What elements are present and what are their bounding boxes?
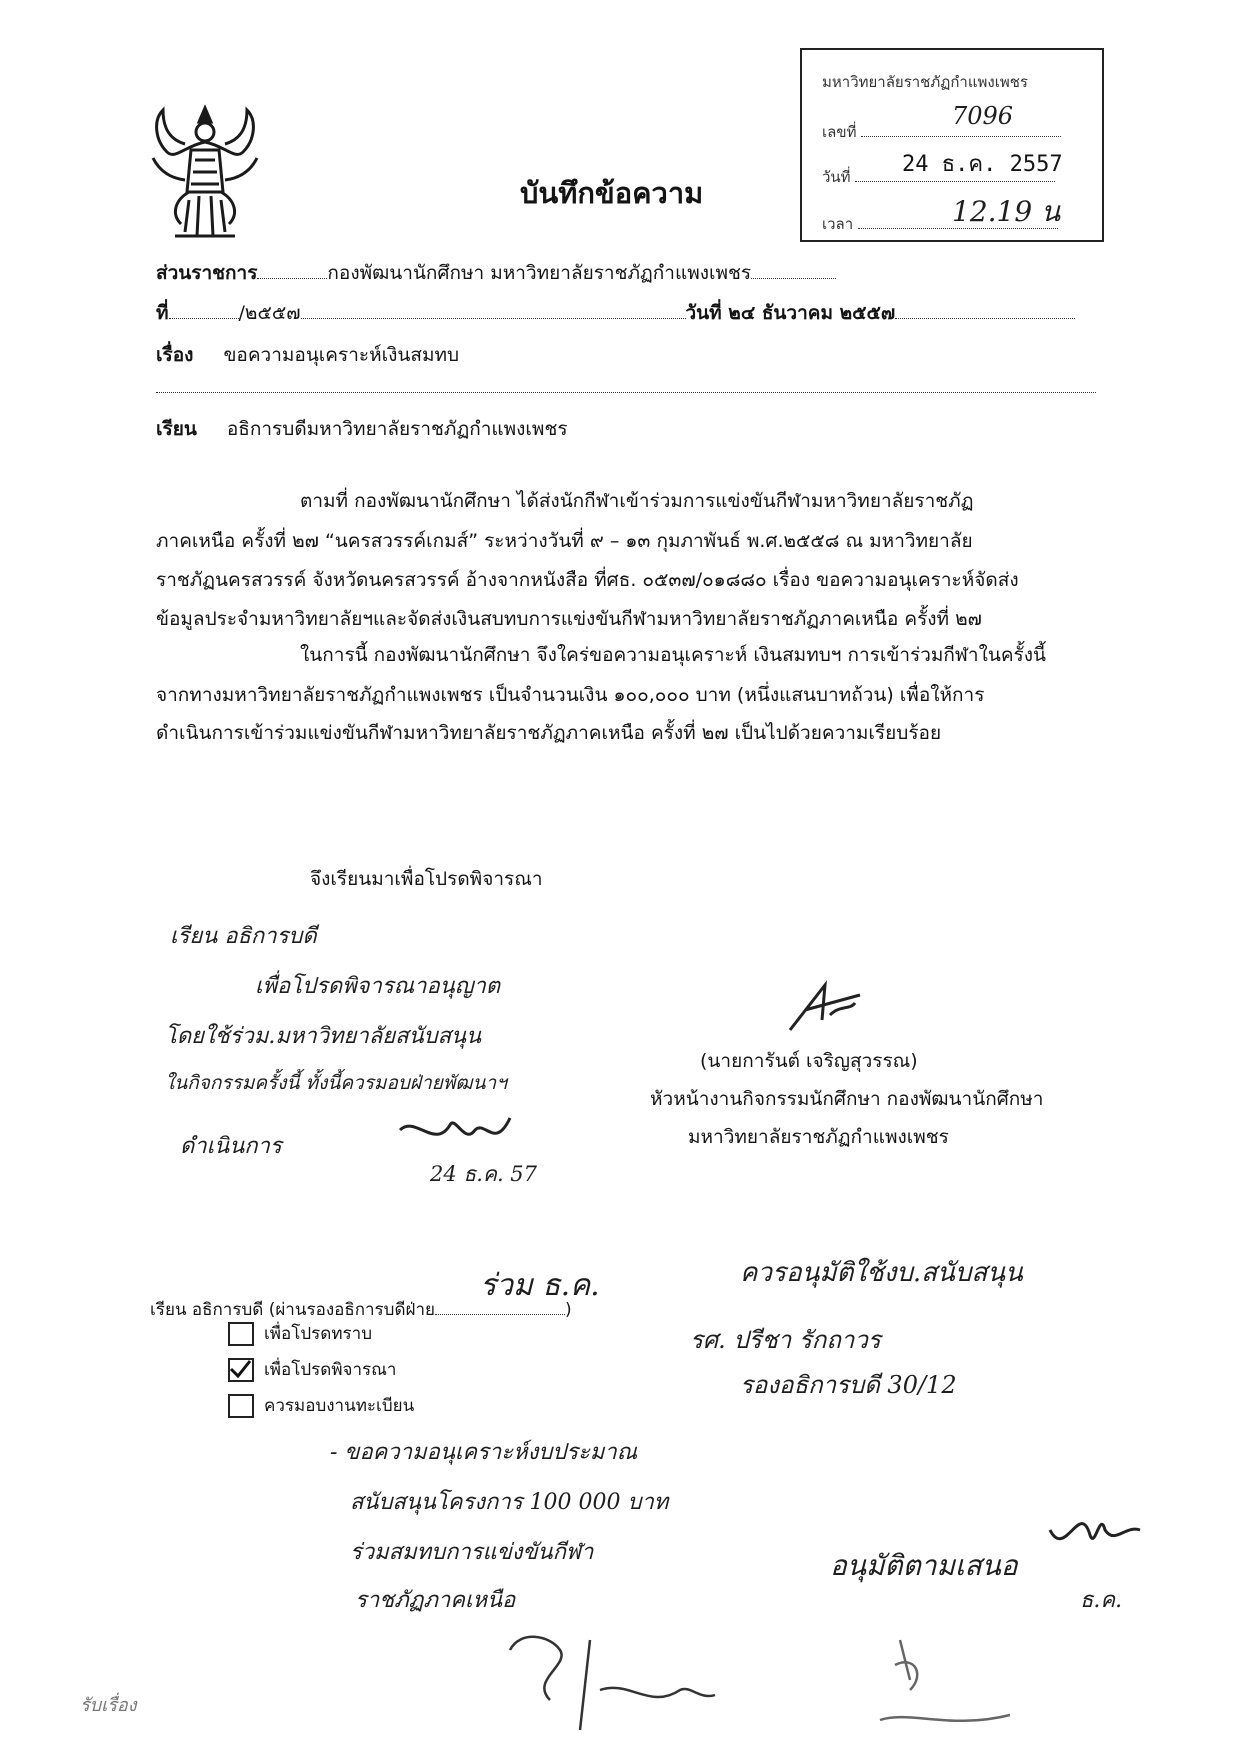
stamp-time-label: เวลา	[822, 215, 854, 233]
para2-line2: จากทางมหาวิทยาลัยราชภัฏกำแพงเพชร เป็นจำนวนเงิน ๑๐๐,๐๐๐ บาท (หนึ่งแสนบาทถ้วน) เพื่อให้การ	[156, 684, 985, 706]
bottom-signature-right	[870, 1620, 1030, 1740]
checkbox-inform[interactable]	[228, 1322, 254, 1346]
signatory-name: (นายการันต์ เจริญสุวรรณ)	[700, 1050, 918, 1072]
hw-note1-line4: ในกิจกรรมครั้งนี้ ทั้งนี้ควรมอบฝ่ายพัฒนาฯ	[165, 1072, 507, 1094]
stamp-no-label: เลขที่	[822, 123, 857, 141]
hw-note2-line2: รศ. ปรีชา รักถาวร	[690, 1326, 881, 1354]
hw-note3-line3: ร่วมสมทบการแข่งขันกีฬา	[350, 1540, 594, 1565]
ref-label: ที่	[156, 302, 169, 324]
hw-note3-line2: สนับสนุนโครงการ 100 000 บาท	[350, 1490, 669, 1515]
agency-value: กองพัฒนานักศึกษา มหาวิทยาลัยราชภัฏกำแพงเพชร	[327, 262, 752, 284]
hw-note1-line5: ดำเนินการ	[180, 1134, 282, 1159]
approval-note: ธ.ค.	[1080, 1588, 1123, 1613]
hw-note2-line1: ควรอนุมัติใช้งบ.สนับสนุน	[740, 1258, 1023, 1288]
para2-line1: ในการนี้ กองพัฒนานักศึกษา จึงใคร่ขอความอนุเคราะห์ เงินสมทบฯ การเข้าร่วมกีฬาในครั้งนี้	[300, 644, 1047, 666]
subject-row	[156, 340, 459, 370]
hw-note3-line4: ราชภัฏภาคเหนือ	[355, 1588, 516, 1613]
hw-note1-line3: โดยใช้ร่วม.มหาวิทยาลัยสนับสนุน	[165, 1024, 482, 1049]
para2-line3: ดำเนินการเข้าร่วมแข่งขันกีฬามหาวิทยาลัยราชภัฏภาคเหนือ ครั้งที่ ๒๗ เป็นไปด้วยความเรียบร้อย	[156, 722, 942, 744]
stamp-time-value: 12.19 น	[952, 195, 1061, 228]
routing-initials: ร่วม ธ.ค.	[480, 1268, 600, 1303]
approval-text: อนุมัติตามเสนอ	[830, 1549, 1018, 1582]
to-value: อธิการบดีมหาวิทยาลัยราชภัฏกำแพงเพชร	[226, 418, 568, 440]
subject-continuation-line	[156, 392, 1096, 393]
corner-stamp-text: รับเรื่อง	[80, 1695, 137, 1716]
ref-value: /๒๕๕๗	[238, 302, 301, 324]
date-text: วันที่ ๒๔ ธันวาคม ๒๕๕๗	[685, 302, 896, 324]
memo-title: บันทึกข้อความ	[520, 176, 704, 210]
checkbox-consider-checked[interactable]	[228, 1358, 254, 1382]
routing-option-2[interactable]	[228, 1356, 396, 1383]
signatory-position: หัวหน้างานกิจกรรมนักศึกษา กองพัฒนานักศึกษา	[650, 1088, 1044, 1110]
signatory-signature	[780, 975, 870, 1040]
stamp-date-label: วันที่	[822, 168, 851, 186]
closing-line: จึงเรียนมาเพื่อโปรดพิจารณา	[310, 868, 543, 890]
routing-option-2-label: เพื่อโปรดพิจารณา	[264, 1360, 397, 1380]
routing-to: เรียน อธิการบดี (ผ่านรองอธิการบดีฝ่าย )	[150, 1300, 572, 1320]
routing-to-text: เรียน อธิการบดี (ผ่านรองอธิการบดีฝ่าย	[150, 1300, 435, 1320]
signatory-org: มหาวิทยาลัยราชภัฏกำแพงเพชร	[688, 1126, 949, 1148]
routing-option-3[interactable]	[228, 1392, 414, 1419]
checkbox-registration[interactable]	[228, 1394, 254, 1418]
para1-line2: ภาคเหนือ ครั้งที่ ๒๗ “นครสวรรค์เกมส์” ระหว่างวันที่ ๙ – ๑๓ กุมภาพันธ์ พ.ศ.๒๕๕๘ ณ มหาวิทยาลัย	[156, 530, 973, 552]
stamp-org: มหาวิทยาลัยราชภัฏกำแพงเพชร	[822, 73, 1028, 91]
receiving-stamp	[800, 48, 1104, 242]
routing-option-1-label: เพื่อโปรดทราบ	[264, 1324, 372, 1344]
para1-line3: ราชภัฏนครสวรรค์ จังหวัดนครสวรรค์ อ้างจากหนังสือ ที่ศธ. ๐๕๓๗/๐๑๘๘๐ เรื่อง ขอความอนุเคราะห์จัดส่ง	[156, 569, 1019, 591]
approval-signature	[1045, 1490, 1145, 1570]
hw-note1-line1: เรียน อธิการบดี	[170, 924, 317, 949]
routing-option-1[interactable]	[228, 1320, 372, 1347]
bottom-signature-left	[490, 1620, 730, 1740]
signature-scribble	[395, 1110, 515, 1160]
para1-line1: ตามที่ กองพัฒนานักศึกษา ได้ส่งนักกีฬาเข้าร่วมการแข่งขันกีฬามหาวิทยาลัยราชภัฏ	[300, 490, 974, 512]
to-row	[156, 414, 568, 444]
hw-note1-line2: เพื่อโปรดพิจารณาอนุญาต	[255, 974, 501, 999]
hw-note1-date: 24 ธ.ค. 57	[430, 1162, 538, 1186]
ref-row	[156, 298, 1075, 328]
para1-line4: ข้อมูลประจำมหาวิทยาลัยฯและจัดส่งเงินสบทบการแข่งขันกีฬามหาวิทยาลัยราชภัฏภาคเหนือ ครั้งที่ ๒๗	[156, 608, 982, 630]
subject-label: เรื่อง	[156, 344, 194, 366]
hw-note2-line3: รองอธิการบดี 30/12	[740, 1371, 957, 1399]
subject-value: ขอความอนุเคราะห์เงินสมทบ	[223, 344, 460, 366]
agency-label: ส่วนราชการ	[156, 262, 258, 284]
agency-row	[156, 258, 836, 288]
hw-note3-line1: - ขอความอนุเคราะห์งบประมาณ	[330, 1440, 638, 1465]
stamp-no-value: 7096	[952, 102, 1014, 130]
stamp-date-value: 24 ธ.ค. 2557	[902, 152, 1063, 177]
garuda-emblem	[145, 100, 265, 250]
routing-option-3-label: ควรมอบงานทะเบียน	[264, 1396, 415, 1416]
to-label: เรียน	[156, 418, 197, 440]
